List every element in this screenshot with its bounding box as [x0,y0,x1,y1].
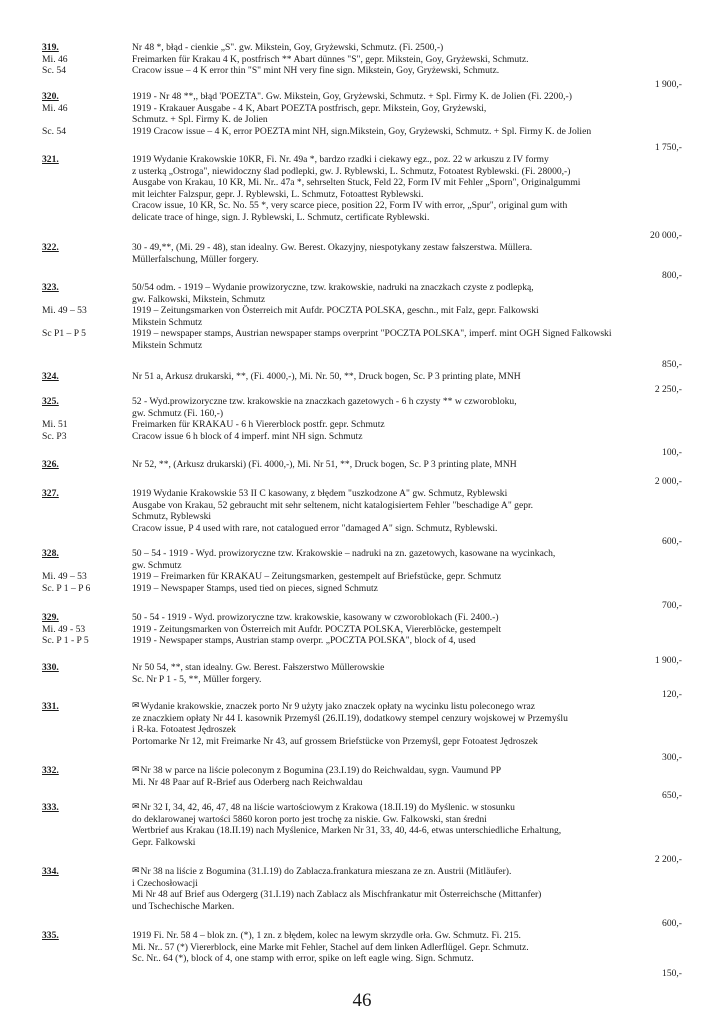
envelope-icon: ✉ [132,866,140,876]
lot-line [42,765,682,777]
lot-line [42,371,682,383]
lot-line [42,674,682,686]
lot-number: 324. [42,371,59,382]
lot-description: Nr 50 54, **, stan idealny. Gw. Berest. Fałszerstwo Müllerowskie [132,662,385,673]
catalogue-ref: Sc. 54 [42,125,66,137]
lot-description: 1919 Cracow issue – 4 K, error POEZTA mint NH, sign.Mikstein, Goy, Gryżewski, Schmutz. + Spl. Firmy K. de Jolien [132,125,592,137]
lot-line [42,242,682,254]
lot-description: Schmutz. + Spl. Firmy K. de Jolien [132,114,268,126]
lot-line [42,901,682,913]
lot-description: 1919 Wydanie Krakowskie 53 II C kasowany, z błędem "uszkodzone A" gw. Schmutz, Ryblewski [132,488,508,499]
catalogue-ref: Sc P1 – P 5 [42,328,86,340]
lot-line [42,802,682,814]
lot-description: ze znaczkiem opłaty Nr 44 I. kasownik Przemyśl (26.II.19), dodatkowy stempel cenzury wojskowej w Przemyślu [132,712,568,724]
lot-line [42,42,682,54]
catalogue-ref [42,837,132,849]
lot-line [42,254,682,266]
lot-line [42,724,682,736]
lot-line [42,837,682,849]
lot-line [42,419,682,431]
catalogue-ref [42,713,132,725]
lot-price: 600,- [662,536,682,547]
lot-330 [42,662,682,685]
lot-321 [42,154,682,224]
lot-334 [42,866,682,912]
lot-description: 50/54 odm. - 1919 – Wydanie prowizoryczne, tzw. krakowskie, nadruki na znaczkach czyste z podlepką, [132,282,534,293]
lot-description: Nr 38 na liście z Bogumina (31.I.19) do Zablacza.frankatura mieszana ze zn. Austrii (Mitläufer). [140,866,512,877]
lot-line [42,511,682,523]
catalogue-ref [42,777,132,789]
lot-description: do deklarowanej wartości 5860 koron porto jest trochę za niskie. Gw. Falkowski, stan średni [132,813,487,825]
lot-number: 323. [42,282,59,293]
lot-line [42,305,682,317]
lot-line [42,701,682,713]
lot-price: 2 200,- [654,854,682,865]
lot-price: 700,- [662,600,682,611]
catalogue-ref: Mi. 49 – 53 [42,305,87,317]
lot-description: Mikstein Schmutz [132,316,203,328]
lot-number: 332. [42,765,59,776]
lot-line [42,624,682,636]
lot-line [42,488,682,500]
catalogue-ref [42,177,132,189]
lot-description: 1919 – Zeitungsmarken von Österreich mit Aufdr. POCZTA POLSKA, geschn., mit Falz, gepr. Falkowski [132,305,539,317]
catalogue-ref [42,212,132,224]
lot-number: 328. [42,548,59,559]
lot-323 [42,282,682,352]
catalogue-ref: Mi. 46 [42,102,68,114]
lot-number: 331. [42,701,59,712]
catalogue-ref [42,724,132,736]
lot-number: 327. [42,488,59,499]
page-number: 46 [352,990,372,1011]
lot-line [42,736,682,748]
lot-number: 322. [42,242,59,253]
lot-line [42,91,682,103]
catalogue-ref [42,200,132,212]
lot-line [42,431,682,443]
lot-price: 650,- [662,790,682,801]
lot-line [42,328,682,340]
lot-description: und Tschechische Marken. [132,900,235,912]
lot-line [42,571,682,583]
lot-description: gw. Falkowski, Mikstein, Schmutz [132,293,266,305]
lot-line [42,583,682,595]
lot-320 [42,91,682,137]
catalogue-ref [42,114,132,126]
lot-line [42,942,682,954]
lot-line [42,166,682,178]
catalogue-ref [42,736,132,748]
lot-line [42,154,682,166]
lot-line [42,560,682,572]
lot-line [42,54,682,66]
lot-line [42,294,682,306]
lot-description: 1919 - Krakauer Ausgabe - 4 K, Abart POEZTA postfrisch, gepr. Mikstein, Goy, Gryżewski, [132,102,487,114]
lot-number: 335. [42,930,59,941]
lot-number: 321. [42,154,59,165]
lot-line [42,103,682,115]
lot-line [42,612,682,624]
lot-line [42,662,682,674]
lot-line [42,814,682,826]
lot-description: Nr 38 w parce na liście poleconym z Bogumina (23.I.19) do Reichwaldau, sygn. Vaumund PP [140,765,502,776]
lot-line [42,317,682,329]
catalogue-ref: Mi. 46 [42,53,68,65]
lot-line [42,635,682,647]
catalogue-ref: Sc. 54 [42,65,66,77]
lot-description: 50 - 54 - 1919 - Wyd. prowizoryczne tzw. krakowskie, kasowany w czworoblokach (Fi. 2400.-) [132,612,499,623]
lot-line [42,189,682,201]
lot-price: 2 250,- [654,384,682,395]
catalogue-ref [42,674,132,686]
lot-line [42,866,682,878]
lot-line [42,889,682,901]
lot-description: gw. Schmutz [132,559,182,571]
catalogue-ref [42,560,132,572]
lot-price: 800,- [662,270,682,281]
lot-description: Sc. Nr.. 64 (*), block of 4, one stamp with error, spike on left eagle wing. Sign. Schmutz. [132,953,474,965]
catalogue-ref [42,166,132,178]
catalogue-ref [42,953,132,965]
lot-line [42,825,682,837]
lot-331 [42,701,682,747]
lot-number: 329. [42,612,59,623]
lot-328 [42,548,682,594]
lot-description: 1919 - Nr 48 **,, błąd 'POEZTA". Gw. Mikstein, Goy, Gryżewski, Schmutz. + Spl. Firmy K. de Jolien (Fi. 2200,-) [132,91,572,102]
lot-line [42,548,682,560]
catalogue-ref [42,340,132,352]
lot-price: 2 000,- [654,476,682,487]
lot-line [42,200,682,212]
lot-number: 319. [42,42,59,53]
catalogue-ref: Sc. P 1 – P 6 [42,582,91,594]
lot-description: Nr 51 a, Arkusz drukarski, **, (Fi. 4000,-), Mi. Nr. 50, **, Druck bogen, Sc. P 3 printing plate, MNH [132,371,521,382]
catalogue-ref [42,408,132,420]
catalogue-ref [42,942,132,954]
catalogue-ref [42,500,132,512]
catalogue-ref [42,825,132,837]
lot-description: i R-ka. Fotoatest Jędroszek [132,724,236,736]
lot-description: i Czechosłowacji [132,877,198,889]
catalogue-ref: Mi. 49 – 53 [42,571,87,583]
lot-324 [42,371,682,383]
lot-description: Cracow issue – 4 K error thin "S" mint NH very fine sign. Mikstein, Goy, Gryżewski, Schmutz. [132,65,500,77]
catalogue-ref [42,523,132,535]
lot-price: 1 900,- [654,79,682,90]
catalogue-ref [42,254,132,266]
lot-description: Portomarke Nr 12, mit Freimarke Nr 43, auf grossem Briefstücke von Przemyśl, gepr Fotoatest Jędroszek [132,735,538,747]
lot-332 [42,765,682,788]
catalogue-ref [42,901,132,913]
lot-price: 120,- [662,689,682,700]
lot-description: Mikstein Schmutz [132,339,203,351]
lot-price: 150,- [662,968,682,979]
lot-description: Nr 52, **, (Arkusz drukarski) (Fi. 4000,-), Mi. Nr 51, **, Druck bogen, Sc. P 3 printing plate, MNH [132,459,517,470]
lot-number: 320. [42,91,59,102]
lot-number: 326. [42,459,59,470]
lot-description: Mi Nr 48 auf Brief aus Odergerg (31.I.19) nach Zablacz als Mischfrankatur mit Österreichsche (Mittanfer) [132,889,542,901]
lot-number: 334. [42,866,59,877]
lot-description: Wertbrief aus Krakau (18.II.19) nach Myślenice, Marken Nr 31, 33, 40, 44-6, etwas unterschiedliche Erhaltung, [132,825,562,837]
lot-description: Freimarken für Krakau 4 K, postfrisch ** Abart dünnes "S", gepr. Mikstein, Goy, Gryżewski, Schmutz. [132,53,529,65]
lot-description: Cracow issue 6 h block of 4 imperf. mint NH sign. Schmutz [132,430,363,442]
lot-line [42,523,682,535]
lot-description: Müllerfalschung, Müller forgery. [132,253,259,265]
lot-description: Schmutz, Ryblewski [132,511,212,523]
lot-description: 1919 – newspaper stamps, Austrian newspaper stamps overprint "POCZTA POLSKA", imperf. mint OGH Signed Falkowski [132,328,612,340]
lot-price: 100,- [662,447,682,458]
lot-description: Cracow issue, P 4 used with rare, not catalogued error "damaged A" sign. Schmutz, Ryblewski. [132,522,498,534]
lot-line [42,953,682,965]
catalogue-ref: Mi. 51 [42,419,68,431]
lot-333 [42,802,682,848]
lot-description: mit leichter Falzspur, gepr. J. Ryblewski, L. Schmutz, Fotoattest Ryblewski. [132,188,424,200]
lot-price: 20 000,- [650,230,682,241]
lot-description: Nr 32 I, 34, 42, 46, 47, 48 na liście wartościowym z Krakowa (18.II.19) do Myślenic. w stosunku [140,802,515,813]
lot-line [42,396,682,408]
lot-description: Nr 48 *, błąd - cienkie „S". gw. Mikstein, Goy, Gryżewski, Schmutz. (Fi. 2500,-) [132,42,444,53]
catalogue-ref [42,189,132,201]
lot-description: Wydanie krakowskie, znaczek porto Nr 9 użyty jako znaczek opłaty na wycinku listu poleconego wraz [140,701,536,712]
catalogue-ref [42,889,132,901]
lot-335 [42,930,682,965]
lot-description: Sc. Nr P 1 - 5, **, Müller forgery. [132,673,262,685]
lot-description: 50 – 54 - 1919 - Wyd. prowizoryczne tzw. Krakowskie – nadruki na zn. gazetowych, kasowane na wycinkach, [132,548,556,559]
catalogue-ref: Sc. P 1 - P 5 [42,635,89,647]
catalogue-ref: Mi. 49 - 53 [42,623,86,635]
lot-description: Ausgabe von Krakau, 10 KR, Mi. Nr.. 47a *, sehrselten Stuck, Feld 22, Form IV mit Fehler „Sporn", Originalgummi [132,177,581,189]
lot-description: gw. Schmutz (Fi. 160,-) [132,407,224,419]
lot-line [42,212,682,224]
lot-line [42,282,682,294]
lot-description: Ausgabe von Krakau, 52 gebraucht mit sehr seltenem, nicht katalogisiertem Fehler "beschadige A" gepr. [132,499,534,511]
lot-325 [42,396,682,442]
lot-description: delicate trace of hinge, sign. J. Ryblewski, L. Schmutz, certificate Ryblewski. [132,211,430,223]
lot-line [42,340,682,352]
envelope-icon: ✉ [132,765,140,775]
catalogue-ref [42,511,132,523]
lot-description: 1919 – Freimarken für KRAKAU – Zeitungsmarken, gestempelt auf Briefstücke, gepr. Schmutz [132,571,502,583]
envelope-icon: ✉ [132,802,140,812]
lot-description: Mi. Nr 48 Paar auf R-Brief aus Oderberg nach Reichwaldau [132,776,363,788]
catalogue-ref [42,878,132,890]
catalogue-ref [42,294,132,306]
lot-line [42,126,682,138]
lot-description: 30 - 49,**, (Mi. 29 - 48), stan idealny. Gw. Berest. Okazyjny, niespotykany zestaw fałszerstwa. Müllera. [132,242,533,253]
envelope-icon: ✉ [132,701,140,711]
lot-description: Gepr. Falkowski [132,836,196,848]
lot-line [42,65,682,77]
lot-description: 1919 - Newspaper stamps, Austrian stamp overpr. „POCZTA POLSKA", block of 4, used [132,635,476,647]
lot-price: 850,- [662,359,682,370]
lot-price: 600,- [662,918,682,929]
lot-line [42,114,682,126]
lot-line [42,408,682,420]
lot-322 [42,242,682,265]
lot-price: 1 900,- [654,655,682,666]
lot-description: z usterką „Ostroga", niewidoczny ślad podlepki, gw. J. Ryblewski, L. Schmutz, Fotoatest Ryblewski. (Fi. 28000,-) [132,165,571,177]
lot-description: 1919 - Zeitungsmarken von Österreich mit Aufdr. POCZTA POLSKA, Viererblöcke, gestempelt [132,623,502,635]
lot-description: 1919 Fi. Nr. 58 4 – blok zn. (*), 1 zn. z błędem, kolec na lewym skrzydle orła. Gw. Schmutz. Fi. 215. [132,930,521,941]
lot-description: 52 - Wyd.prowizoryczne tzw. krakowskie na znaczkach gazetowych - 6 h czysty ** w czworobloku, [132,396,517,407]
lot-number: 333. [42,802,59,813]
lot-line [42,713,682,725]
catalogue-ref [42,317,132,329]
lot-number: 325. [42,396,59,407]
lot-description: 1919 – Newspaper Stamps, used tied on pieces, signed Schmutz [132,582,378,594]
catalogue-ref [42,814,132,826]
lot-description: 1919 Wydanie Krakowskie 10KR, Fi. Nr. 49a *, bardzo rzadki i ciekawy egz., poz. 22 w arkuszu z IV formy [132,154,549,165]
lot-329 [42,612,682,647]
lot-line [42,930,682,942]
catalogue-ref: Sc. P3 [42,430,67,442]
lot-line [42,878,682,890]
lot-326 [42,459,682,471]
lot-description: Freimarken für KRAKAU - 6 h Viererblock postfr. gepr. Schmutz [132,419,385,431]
lot-price: 300,- [662,752,682,763]
lot-319 [42,42,682,77]
lot-line [42,500,682,512]
lot-line [42,459,682,471]
lot-327 [42,488,682,534]
lot-line [42,177,682,189]
lot-number: 330. [42,662,59,673]
lot-description: Cracow issue, 10 KR, Sc. No. 55 *, very scarce piece, position 22, Form IV with error, „Spur", original gum with [132,200,568,212]
lot-price: 1 750,- [654,142,682,153]
lot-description: Mi. Nr.. 57 (*) Viererblock, eine Marke mit Fehler, Stachel auf dem linken Adlerflügel. Gepr. Schmutz. [132,941,529,953]
lot-line [42,777,682,789]
